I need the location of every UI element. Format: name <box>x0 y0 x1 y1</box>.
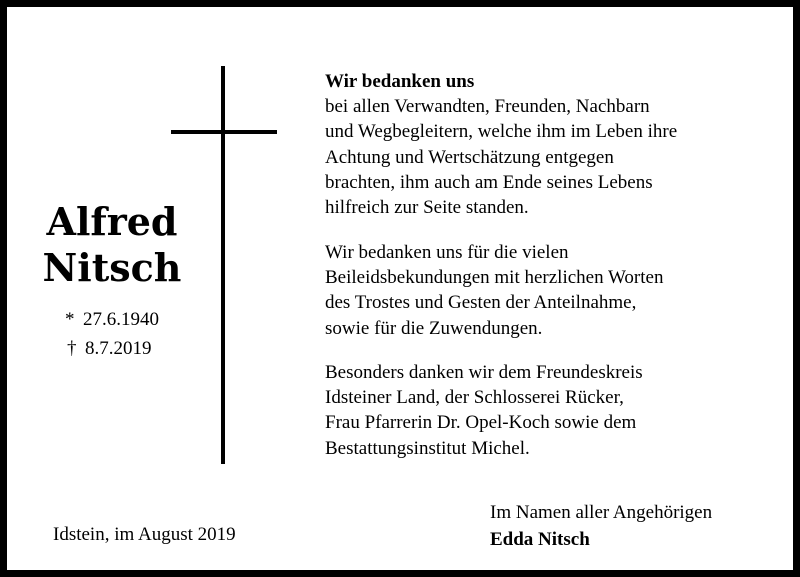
text-line: sowie für die Zuwendungen. <box>325 317 543 339</box>
text-line: Wir bedanken uns für die vielen <box>325 242 569 263</box>
cross-vertical-bar <box>221 66 225 464</box>
birth-date: 27.6.1940 <box>83 309 159 330</box>
text-line: hilfreich zur Seite standen. <box>325 197 529 219</box>
text-line: des Trostes und Gesten der Anteilnahme, <box>325 292 637 314</box>
deceased-last-name: Nitsch <box>42 245 182 290</box>
signature-name: Edda Nitsch <box>490 529 590 550</box>
signature-block <box>490 499 712 553</box>
deceased-first-name: Alfred <box>46 199 178 244</box>
death-date: 8.7.2019 <box>85 338 152 359</box>
text-line: Besonders danken wir dem Freundeskreis <box>325 362 643 383</box>
text-line: Frau Pfarrerin Dr. Opel-Koch sowie dem <box>325 412 637 434</box>
birth-date-line <box>65 308 159 332</box>
thanks-heading: Wir bedanken uns <box>325 71 475 92</box>
text-line: Idsteiner Land, der Schlosserei Rücker, <box>325 387 624 409</box>
place-and-date: Idstein, im August 2019 <box>53 524 236 545</box>
thanks-paragraph-3 <box>325 360 643 461</box>
death-dagger-icon: † <box>67 338 77 359</box>
birth-star-icon: * <box>65 309 75 330</box>
on-behalf-line: Im Namen aller Angehörigen <box>490 502 713 523</box>
text-line: Beileidsbekundungen mit herzlichen Worten <box>325 267 664 289</box>
text-line: und Wegbegleitern, welche ihm im Leben ihre <box>325 121 678 143</box>
cross-horizontal-bar <box>171 130 277 134</box>
thanks-paragraph-1 <box>325 69 677 220</box>
text-line: brachten, ihm auch am Ende seines Lebens <box>325 171 653 193</box>
text-line: Bestattungsinstitut Michel. <box>325 437 530 459</box>
text-line: bei allen Verwandten, Freunden, Nachbarn <box>325 96 650 118</box>
text-line: Achtung und Wertschätzung entgegen <box>325 146 614 168</box>
thanks-paragraph-2 <box>325 240 663 341</box>
death-date-line <box>67 337 152 361</box>
